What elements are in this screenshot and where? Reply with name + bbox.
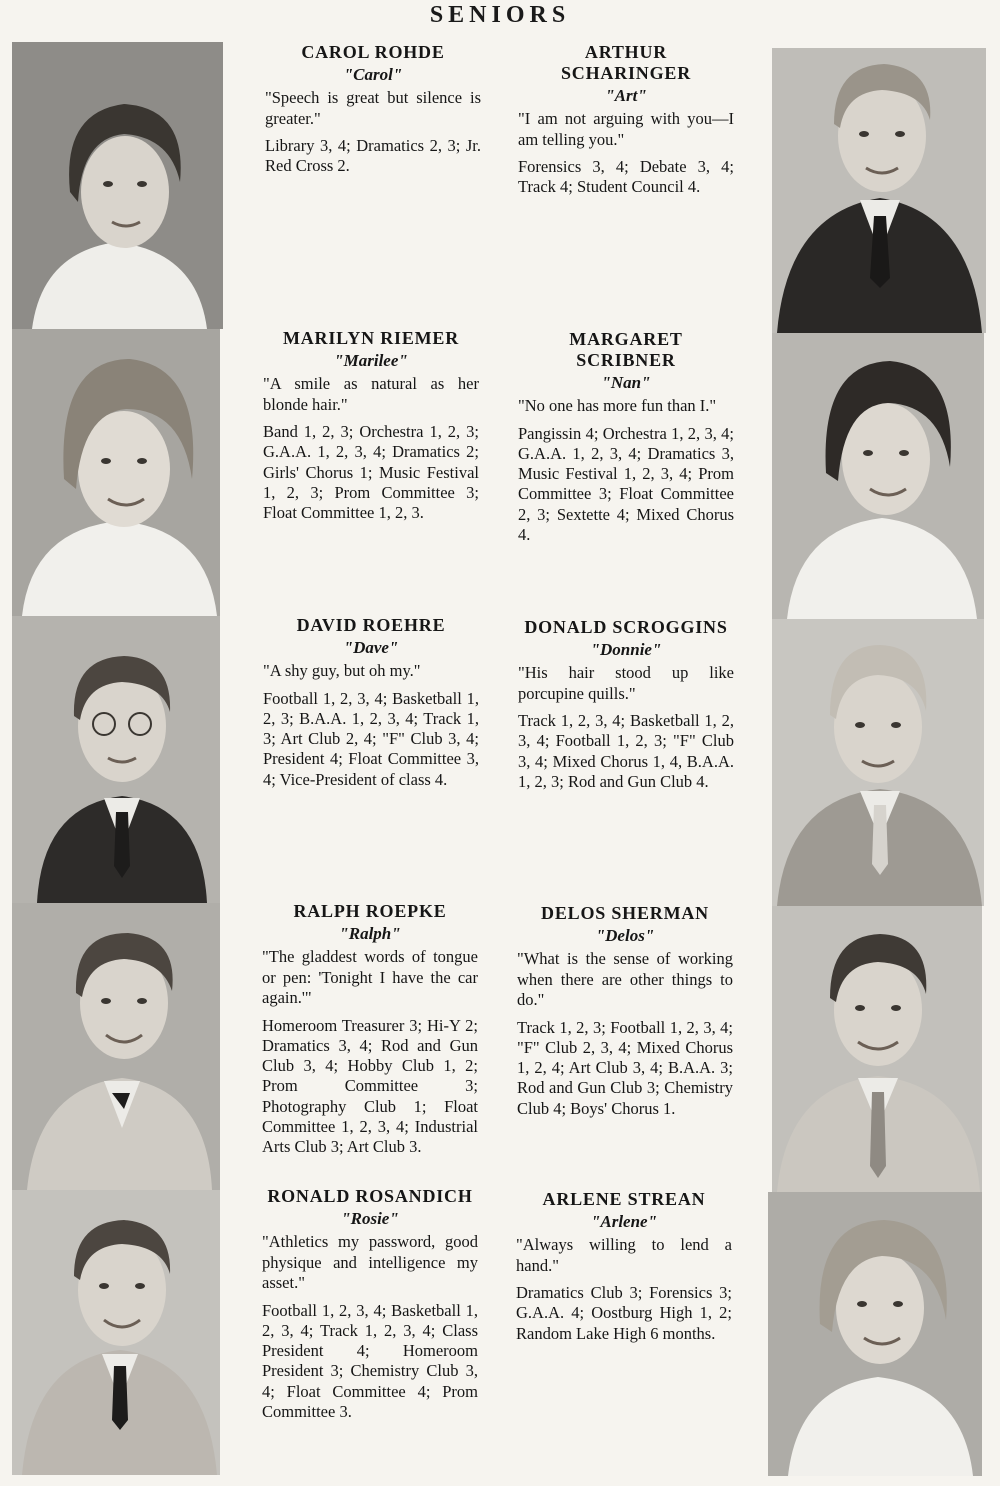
senior-entry-delos-sherman bbox=[517, 903, 733, 1119]
senior-activities: Track 1, 2, 3, 4; Basketball 1, 2, 3, 4; Football 1, 2, 3; "F" Club 3, 4; Mixed Chorus 1, 4, B.A.A. 1, 2, 3; Rod and Gun Club 4. bbox=[518, 711, 734, 791]
portrait-photo-carol-rohde bbox=[12, 42, 223, 329]
senior-nickname: "Arlene" bbox=[590, 1212, 658, 1231]
senior-name: ARTHUR SCHARINGER bbox=[560, 42, 692, 83]
senior-entry-marilyn-riemer bbox=[263, 328, 479, 523]
senior-activities: Band 1, 2, 3; Orchestra 1, 2, 3; G.A.A. 1, 2, 3, 4; Dramatics 2; Girls' Chorus 1; Music Festival 1, 2, 3; Prom Committee 3; Float Committee 1, 2, 3. bbox=[263, 422, 479, 523]
senior-quote: "His hair stood up like porcupine quills." bbox=[518, 663, 734, 703]
portrait-photo-margaret-scribner bbox=[772, 333, 984, 619]
senior-activities: Homeroom Treasurer 3; Hi-Y 2; Dramatics 3, 4; Rod and Gun Club 3, 4; Hobby Club 1, 2; Prom Committee 3; Photography Club 1; Float Committee 1, 2, 3, 4; Industrial Arts Club 3; Art Club 3. bbox=[262, 1015, 478, 1157]
senior-nickname: "Donnie" bbox=[590, 640, 662, 659]
senior-nickname: "Art" bbox=[605, 86, 647, 105]
portrait-photo-marilyn-riemer bbox=[12, 329, 220, 616]
senior-entry-margaret-scribner bbox=[518, 329, 734, 545]
senior-quote: "What is the sense of working when there are other things to do." bbox=[517, 949, 733, 1009]
portrait-photo-arlene-strean bbox=[768, 1192, 982, 1476]
senior-name: DAVID ROEHRE bbox=[296, 615, 446, 635]
senior-activities: Football 1, 2, 3, 4; Basketball 1, 2, 3; B.A.A. 1, 2, 3, 4; Track 1, 3; Art Club 2, 4; "F" Club 3, 4; President 4; Float Committee 3, 4; Vice-President of class 4. bbox=[263, 688, 479, 789]
senior-entry-arlene-strean bbox=[516, 1189, 732, 1344]
portrait-photo-david-roehre bbox=[12, 616, 220, 903]
senior-name: DELOS SHERMAN bbox=[541, 903, 709, 923]
senior-name: ARLENE STREAN bbox=[542, 1189, 706, 1209]
senior-activities: Football 1, 2, 3, 4; Basketball 1, 2, 3, 4; Track 1, 2, 3, 4; Class President 4; Homeroom President 3; Chemistry Club 3, 4; Float Committee 4; Prom Committee 3. bbox=[262, 1300, 478, 1421]
portrait-photo-ronald-rosandich bbox=[12, 1190, 220, 1475]
senior-name: MARILYN RIEMER bbox=[282, 328, 460, 348]
senior-nickname: "Carol" bbox=[343, 65, 403, 84]
senior-quote: "Always willing to lend a hand." bbox=[516, 1235, 732, 1275]
senior-name: RONALD ROSANDICH bbox=[267, 1186, 473, 1206]
senior-activities: Pangissin 4; Orchestra 1, 2, 3, 4; G.A.A. 1, 2, 3, 4; Dramatics 3, Music Festival 1, 2, 3, 4; Prom Committee 3; Float Committee 2, 3; Sextette 4; Mixed Chorus 4. bbox=[518, 423, 734, 544]
senior-name: RALPH ROEPKE bbox=[293, 901, 447, 921]
senior-quote: "Speech is great but silence is greater." bbox=[265, 88, 481, 128]
senior-name: CAROL ROHDE bbox=[301, 42, 445, 62]
portrait-photo-donald-scroggins bbox=[772, 619, 984, 906]
senior-nickname: "Rosie" bbox=[341, 1209, 399, 1228]
senior-name: MARGARET SCRIBNER bbox=[569, 329, 683, 370]
senior-entry-ralph-roepke bbox=[262, 901, 478, 1158]
senior-nickname: "Marilee" bbox=[334, 351, 408, 370]
senior-nickname: "Ralph" bbox=[339, 924, 401, 943]
senior-name: DONALD SCROGGINS bbox=[524, 617, 728, 637]
senior-entry-ronald-rosandich bbox=[262, 1186, 478, 1422]
senior-activities: Library 3, 4; Dramatics 2, 3; Jr. Red Cross 2. bbox=[265, 136, 481, 176]
portrait-photo-ralph-roepke bbox=[12, 903, 220, 1190]
senior-quote: "No one has more fun than I." bbox=[518, 396, 717, 415]
portrait-photo-arthur-scharinger bbox=[772, 48, 986, 333]
portrait-photo-delos-sherman bbox=[772, 906, 982, 1192]
senior-nickname: "Dave" bbox=[343, 638, 399, 657]
senior-activities: Track 1, 2, 3; Football 1, 2, 3, 4; "F" Club 2, 3, 4; Mixed Chorus 1, 2, 4; Art Club 3, 4; B.A.A. 3; Rod and Gun Club 3; Chemistry Club 4; Boys' Chorus 1. bbox=[517, 1017, 733, 1118]
senior-quote: "A shy guy, but oh my." bbox=[263, 661, 421, 680]
senior-activities: Dramatics Club 3; Forensics 3; G.A.A. 4; Oostburg High 1, 2; Random Lake High 6 months. bbox=[516, 1283, 732, 1343]
senior-nickname: "Delos" bbox=[595, 926, 655, 945]
senior-quote: "Athletics my password, good physique and intelligence my asset." bbox=[262, 1232, 478, 1292]
senior-entry-donald-scroggins bbox=[518, 617, 734, 792]
senior-quote: "A smile as natural as her blonde hair." bbox=[263, 374, 479, 414]
senior-entry-david-roehre bbox=[263, 615, 479, 790]
senior-quote: "The gladdest words of tongue or pen: 'Tonight I have the car again.'" bbox=[262, 947, 478, 1007]
senior-nickname: "Nan" bbox=[601, 373, 651, 392]
page-title: SENIORS bbox=[429, 2, 571, 28]
senior-entry-carol-rohde bbox=[265, 42, 481, 177]
senior-entry-arthur-scharinger bbox=[518, 42, 734, 198]
senior-activities: Forensics 3, 4; Debate 3, 4; Track 4; Student Council 4. bbox=[518, 157, 734, 197]
senior-quote: "I am not arguing with you—I am telling you." bbox=[518, 109, 734, 149]
